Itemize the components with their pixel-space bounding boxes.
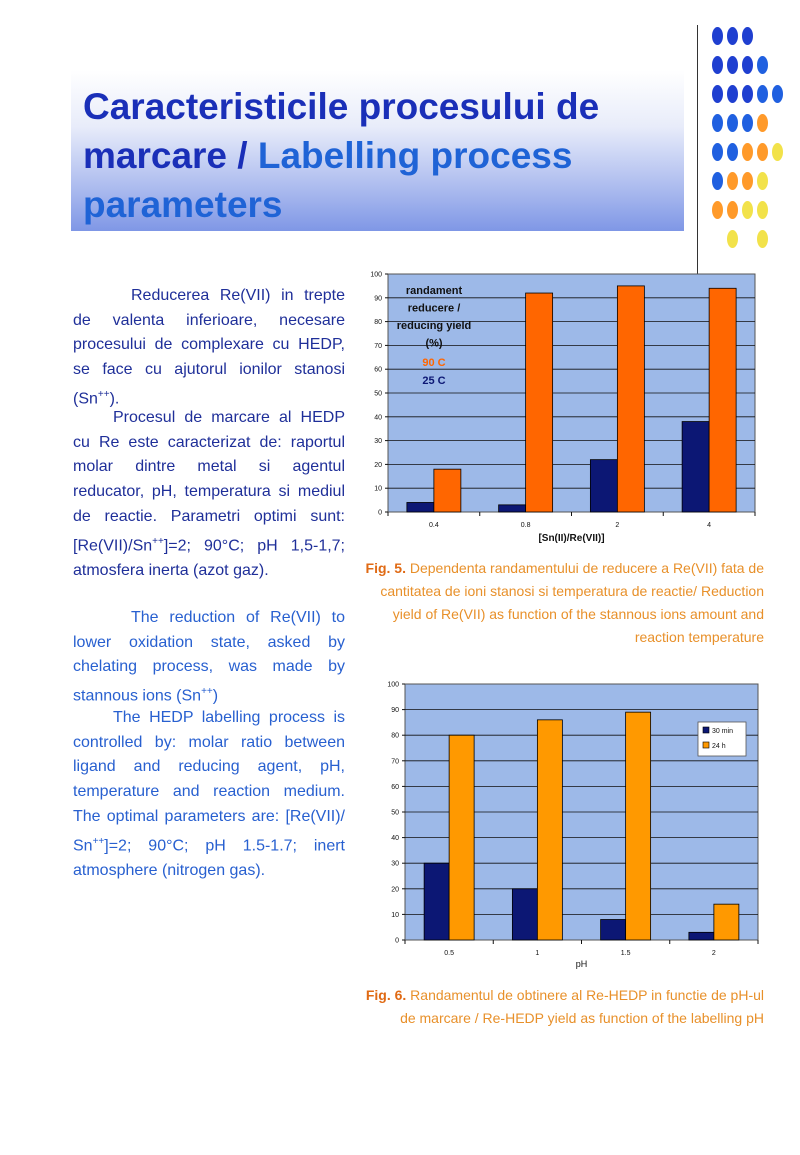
bar-24-h (714, 904, 739, 940)
y-tick-label: 90 (374, 295, 382, 303)
legend-title-line: (%) (425, 337, 443, 350)
y-tick-label: 20 (391, 886, 399, 894)
bar-30-min (424, 863, 449, 940)
decorative-dot (742, 114, 753, 132)
fig5-caption (362, 557, 764, 649)
x-tick-label: 2 (615, 522, 620, 529)
bar-25-c (407, 502, 434, 512)
y-tick-label: 80 (374, 319, 382, 327)
decorative-dot (712, 27, 723, 45)
y-tick-label: 0 (395, 937, 399, 945)
vertical-divider-line (697, 25, 698, 275)
bar-90-c (617, 286, 644, 512)
english-paragraph-1: The reduction of Re(VII) to lower oxidation state, asked by chelating process, was made by stannous ions (Sn++) (73, 609, 345, 705)
decorative-dot (742, 143, 753, 161)
x-tick-label: 1.5 (620, 950, 631, 957)
x-axis-label: pH (575, 959, 588, 969)
y-tick-label: 80 (391, 732, 399, 740)
decorative-dot (742, 56, 753, 74)
decorative-dot (757, 85, 768, 103)
y-tick-label: 40 (374, 414, 382, 422)
x-tick-label: 0.8 (520, 522, 531, 529)
legend-title-line: reducing yield (396, 320, 472, 332)
fig6-caption-text: Randamentul de obtinere al Re-HEDP in functie de pH-ul de marcare / Re-HEDP yield as function of the labelling pH (400, 987, 764, 1026)
decorative-dot (757, 201, 768, 219)
bar-90-c (709, 288, 736, 512)
y-tick-label: 10 (374, 485, 382, 493)
y-tick-label: 20 (374, 461, 382, 469)
decorative-dot (727, 172, 738, 190)
decorative-dot (712, 85, 723, 103)
legend-label-24h: 24 h (712, 743, 726, 750)
decorative-dot (712, 201, 723, 219)
decorative-dot (727, 85, 738, 103)
legend-entry-25c: 25 C (422, 375, 446, 387)
decorative-dot (772, 85, 783, 103)
fig6-caption-label: Fig. 6. (365, 987, 407, 1003)
y-tick-label: 50 (391, 809, 399, 817)
decorative-dot (757, 230, 768, 248)
bar-24-h (537, 720, 562, 940)
y-tick-label: 70 (374, 342, 382, 350)
decorative-dot (757, 172, 768, 190)
y-tick-label: 70 (391, 758, 399, 766)
decorative-dot (727, 230, 738, 248)
title-romanian: Caracteristicile procesului de marcare / (83, 86, 600, 176)
decorative-dot (727, 27, 738, 45)
decorative-dot (742, 27, 753, 45)
bar-90-c (434, 469, 461, 512)
decorative-dot (757, 114, 768, 132)
decorative-dot (742, 201, 753, 219)
decorative-dot (742, 85, 753, 103)
bar-30-min (512, 889, 537, 940)
decorative-dot (772, 143, 783, 161)
y-tick-label: 60 (391, 783, 399, 791)
legend-swatch-30min (703, 727, 709, 733)
legend-title-line: randament (405, 285, 463, 297)
x-tick-label: 0.5 (444, 950, 454, 957)
decorative-dot (727, 201, 738, 219)
bar-24-h (449, 735, 474, 940)
decorative-dot (712, 56, 723, 74)
fig5-caption-label: Fig. 5. (365, 560, 406, 576)
y-tick-label: 10 (391, 911, 399, 919)
bar-25-c (590, 460, 617, 512)
bar-24-h (626, 712, 651, 940)
fig6-hedp-yield-chart (368, 678, 764, 970)
y-tick-label: 40 (391, 835, 399, 843)
bar-25-c (682, 422, 709, 512)
y-tick-label: 50 (374, 390, 382, 398)
x-tick-label: 2 (711, 950, 716, 957)
x-tick-label: 1 (535, 950, 540, 957)
legend-title-line: reducere / (407, 302, 461, 315)
y-tick-label: 100 (387, 681, 399, 689)
fig5-reduction-yield-chart (360, 268, 760, 550)
title-english: Labelling process parameters (83, 135, 573, 225)
bar-30-min (601, 920, 626, 940)
decorative-dot-pattern (708, 25, 798, 255)
legend-label-30min: 30 min (712, 728, 734, 735)
decorative-dot (727, 143, 738, 161)
decorative-dot (712, 172, 723, 190)
decorative-dot (727, 56, 738, 74)
bar-90-c (526, 293, 553, 512)
fig5-caption-text: Dependenta randamentului de reducere a Re(VII) fata de cantitatea de ioni stanosi si temperatura de reactie/ Reduction yield of Re(VII) as function of the stannous ions amount and reaction temperature (380, 560, 764, 645)
fig6-caption (362, 984, 764, 1030)
bar-25-c (499, 505, 526, 512)
decorative-dot (757, 56, 768, 74)
y-tick-label: 30 (374, 438, 382, 446)
y-tick-label: 90 (391, 707, 399, 715)
romanian-paragraph-1: Reducerea Re(VII) in trepte de valenta inferioare, necesare procesului de complexare cu HEDP, se face cu ajutorul ionilor stanosi (Sn++). (73, 287, 345, 408)
romanian-paragraph-2: Procesul de marcare al HEDP cu Re este caracterizat de: raportul molar dintre metal si agentul reducator, pH, temperatura si mediul de reactie. Parametri optimi sunt: [Re(VII)/Sn++]=2; 90°C; pH 1,5-1,7; atmosfera inerta (azot gaz). (73, 409, 345, 579)
decorative-dot (727, 114, 738, 132)
y-tick-label: 60 (374, 366, 382, 374)
x-tick-label: 4 (707, 522, 712, 529)
y-tick-label: 0 (378, 509, 382, 517)
decorative-dot (712, 143, 723, 161)
legend-swatch-24h (703, 742, 709, 748)
page-title (83, 82, 683, 229)
decorative-dot (742, 172, 753, 190)
english-paragraph-2: The HEDP labelling process is controlled by: molar ratio between ligand and reducing agent, pH, temperature and reaction medium. The optimal parameters are: [Re(VII)/ Sn++]=2; 90°C; pH 1.5-1.7; inert atmosphere (nitrogen gas). (73, 709, 345, 879)
decorative-dot (757, 143, 768, 161)
x-tick-label: 0.4 (429, 522, 439, 529)
y-tick-label: 100 (370, 271, 382, 279)
x-axis-label: [Sn(II)/Re(VII)] (538, 533, 605, 544)
legend-entry-90c: 90 C (422, 357, 446, 369)
y-tick-label: 30 (391, 860, 399, 868)
decorative-dot (712, 114, 723, 132)
bar-30-min (689, 932, 714, 940)
